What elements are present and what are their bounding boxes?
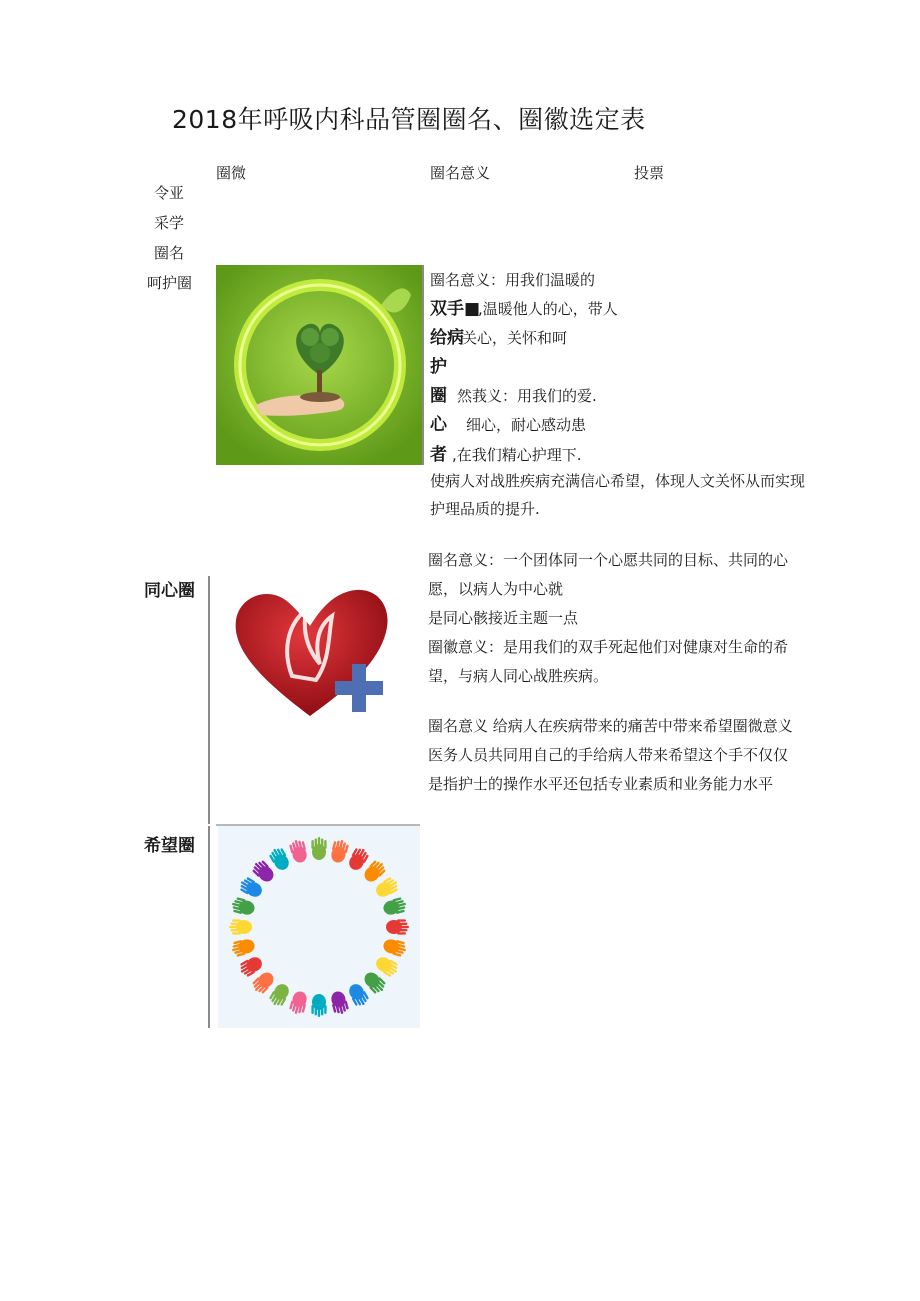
hand-print-icon [373, 954, 401, 979]
hehu-line-7a: 者 [430, 445, 447, 465]
tongxin-line-1: 圈名意义：一个团体同一个心愿共同的目标、共同的心 [428, 551, 789, 569]
column-divider [422, 265, 424, 465]
page-title: 2018年呼吸内科品管圈圈名、圈徽选定表 [172, 105, 646, 134]
tongxin-line-5: 望，与病人同心战胜疾病。 [428, 667, 609, 685]
hehu-line-6b: 细心，耐心感动患 [466, 416, 587, 434]
side-header-line3: 圈名 [154, 244, 185, 262]
xiwang-line-3: 是指护士的操作水平还包括专业素质和业务能力水平 [428, 775, 774, 793]
hehu-emblem-image [216, 265, 424, 465]
hand-print-icon [237, 954, 265, 979]
hand-print-icon [230, 896, 256, 917]
side-header-line1: 令亚 [154, 184, 185, 202]
hand-print-icon [230, 937, 256, 958]
hehu-line-5b: 然莪义：用我们的爱. [457, 387, 597, 405]
hehu-line-9: 护理品质的提升. [430, 500, 540, 518]
xiwang-line-2: 医务人员共同用自己的手给病人带来希望这个手不仅仅 [428, 746, 789, 764]
hand-print-icon [346, 845, 371, 873]
hand-print-icon [288, 990, 309, 1016]
row-divider [208, 826, 210, 1028]
hand-print-icon [346, 981, 371, 1009]
row-name-hehu: 呵护圈 [147, 274, 193, 292]
row-divider [208, 576, 210, 824]
hehu-line-3a: 给病 [430, 328, 464, 348]
hand-print-icon [229, 919, 252, 934]
heart-cross-icon [222, 580, 402, 720]
hehu-line-4: 护 [430, 357, 447, 377]
xiwang-line-1: 圈名意义 给病人在疾病带来的痛苦中带来希望圈微意义 [428, 717, 793, 735]
row-name-tongxin: 同心圈 [144, 581, 195, 601]
hand-print-icon [237, 875, 265, 900]
hehu-line-6a: 心 [430, 415, 447, 435]
hehu-line-5a: 圈 [430, 386, 447, 406]
header-emblem: 圈微 [216, 164, 247, 182]
header-vote: 投票 [634, 164, 665, 182]
hand-print-icon [382, 896, 408, 917]
hehu-line-1: 圈名意义：用我们温暖的 [430, 271, 596, 289]
hehu-line-2b: ,温暖他人的心，带人 [478, 300, 618, 318]
hehu-line-8: 使病人对战胜疾病充满信心希望，体现人文关怀从而实现 [430, 472, 806, 490]
hand-print-icon [329, 838, 350, 864]
tongxin-line-2: 愿，以病人为中心就 [428, 580, 564, 598]
xiwang-emblem-image [218, 826, 420, 1028]
tree-heart-icon [216, 265, 424, 465]
tongxin-emblem-image [222, 580, 402, 720]
header-meaning: 圈名意义 [430, 164, 491, 182]
hehu-line-7b: ,在我们精心护理下. [452, 446, 582, 464]
hand-print-icon [267, 845, 292, 873]
hand-print-icon [267, 981, 292, 1009]
tongxin-line-3: 是同心骸接近主题一点 [428, 609, 579, 627]
hehu-line-2a: 双手■ [430, 299, 481, 319]
row-name-xiwang: 希望圈 [144, 836, 195, 856]
hands-ring-icon [218, 826, 420, 1028]
hand-print-icon [329, 990, 350, 1016]
hand-print-icon [311, 994, 326, 1017]
hand-print-icon [386, 919, 409, 934]
hand-print-icon [311, 837, 326, 860]
hand-print-icon [288, 838, 309, 864]
tongxin-line-4: 圈徽意义：是用我们的双手死起他们对健康对生命的希 [428, 638, 789, 656]
hehu-line-3b: 关心，关怀和呵 [462, 329, 568, 347]
hand-print-icon [382, 937, 408, 958]
side-header-line2: 采学 [154, 214, 185, 232]
hand-print-icon [373, 875, 401, 900]
